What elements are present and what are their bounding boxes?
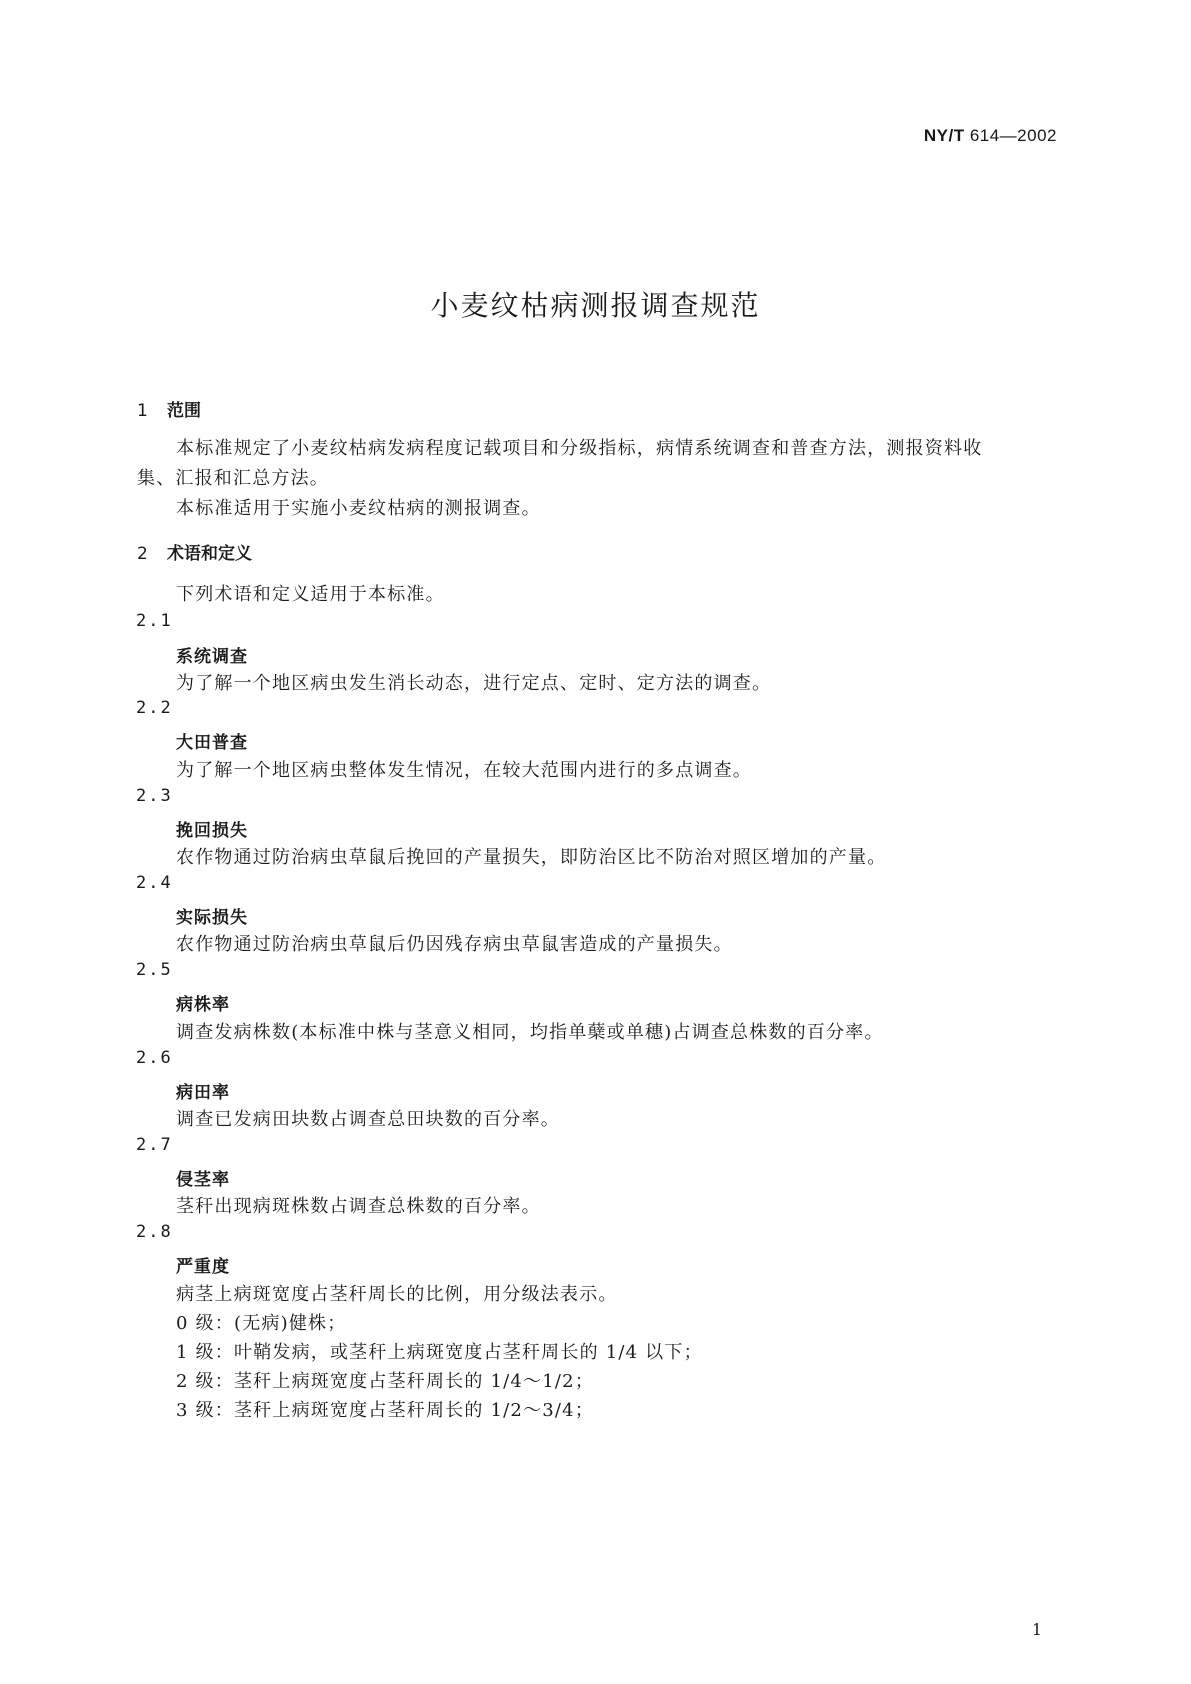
term-heading: 病田率 (176, 1083, 230, 1103)
clause-number: 2.5 (136, 960, 173, 980)
section-2-heading (137, 539, 252, 564)
term-definition: 农作物通过防治病虫草鼠后挽回的产量损失，即防治区比不防治对照区增加的产量。 (176, 847, 887, 868)
section-1-heading (137, 396, 201, 421)
clause-number: 2.2 (136, 698, 173, 718)
section-1-title: 范围 (167, 401, 201, 421)
term-heading: 大田普查 (176, 733, 248, 753)
clause-number: 2.3 (136, 786, 173, 806)
standard-code (924, 126, 1057, 146)
section-1-para-1-line-1: 本标准规定了小麦纹枯病发病程度记载项目和分级指标，病情系统调查和普查方法，测报资料收 (176, 438, 983, 459)
standard-code-prefix: NY/T (923, 126, 965, 145)
severity-grade-2: 2 级：茎秆上病斑宽度占茎秆周长的 1/4～1/2； (176, 1371, 595, 1392)
term-heading: 侵茎率 (176, 1170, 230, 1190)
severity-grade-0: 0 级：(无病)健株； (176, 1313, 347, 1334)
term-definition: 茎秆出现病斑株数占调查总株数的百分率。 (176, 1196, 541, 1217)
severity-grade-3: 3 级：茎秆上病斑宽度占茎秆周长的 1/2～3/4； (176, 1400, 595, 1421)
section-2-number: 2 (137, 544, 148, 564)
term-definition: 调查发病株数(本标准中株与茎意义相同，均指单蘖或单穗)占调查总株数的百分率。 (176, 1022, 884, 1043)
clause-number: 2.6 (136, 1048, 173, 1068)
term-definition: 农作物通过防治病虫草鼠后仍因残存病虫草鼠害造成的产量损失。 (176, 934, 733, 955)
term-heading: 实际损失 (176, 908, 248, 928)
term-heading: 病株率 (176, 995, 230, 1015)
term-heading: 挽回损失 (176, 821, 248, 841)
section-2-intro: 下列术语和定义适用于本标准。 (176, 584, 445, 605)
term-definition: 调查已发病田块数占调查总田块数的百分率。 (176, 1109, 560, 1130)
term-definition: 病茎上病斑宽度占茎秆周长的比例，用分级法表示。 (176, 1284, 618, 1305)
section-1-para-1-line-2: 集、汇报和汇总方法。 (137, 468, 329, 489)
severity-grade-1: 1 级：叶鞘发病，或茎秆上病斑宽度占茎秆周长的 1/4 以下； (176, 1342, 703, 1363)
standard-code-number: 614—2002 (964, 126, 1057, 145)
term-heading: 严重度 (176, 1257, 230, 1277)
clause-number: 2.8 (136, 1222, 173, 1242)
section-2-title: 术语和定义 (167, 544, 252, 564)
clause-number: 2.1 (136, 611, 173, 631)
clause-number: 2.7 (136, 1135, 173, 1155)
section-1-para-2: 本标准适用于实施小麦纹枯病的测报调查。 (176, 498, 541, 519)
term-heading: 系统调查 (176, 647, 248, 667)
term-definition: 为了解一个地区病虫发生消长动态，进行定点、定时、定方法的调查。 (176, 673, 772, 694)
page-number: 1 (1031, 1620, 1042, 1639)
term-definition: 为了解一个地区病虫整体发生情况，在较大范围内进行的多点调查。 (176, 760, 752, 781)
section-1-number: 1 (137, 401, 148, 421)
document-title: 小麦纹枯病测报调查规范 (430, 289, 761, 322)
clause-number: 2.4 (136, 873, 173, 893)
